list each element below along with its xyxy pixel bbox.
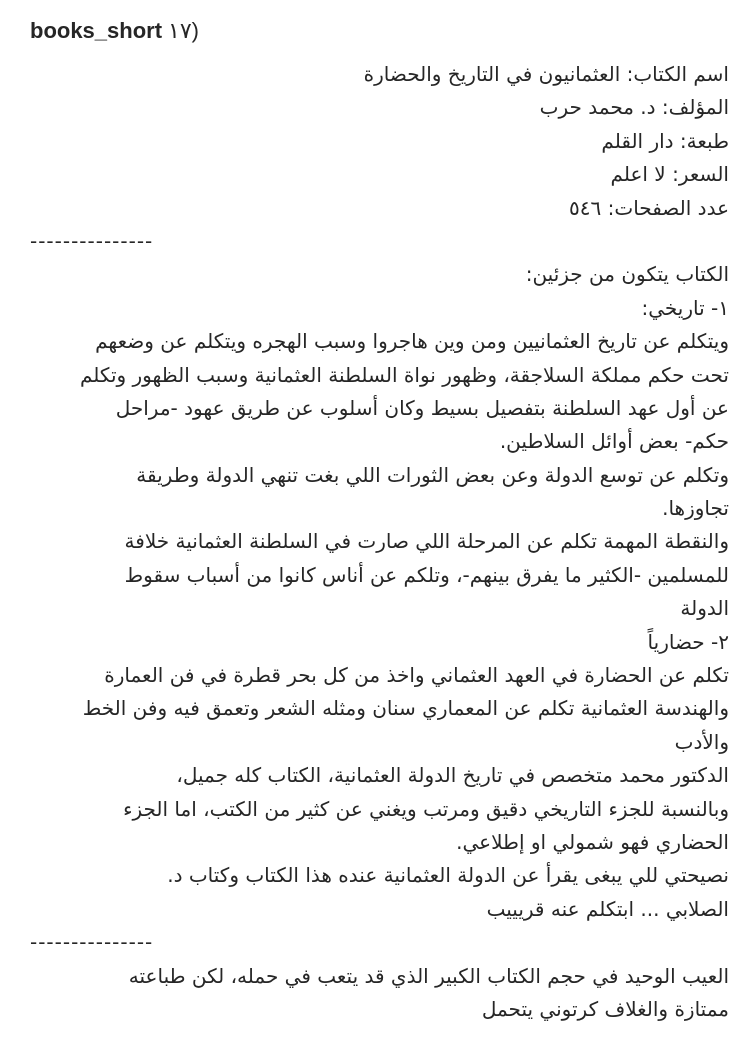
section-heading: ٢- حضارياً bbox=[647, 629, 729, 654]
caption-line: والأدب bbox=[674, 729, 729, 754]
post-header bbox=[30, 18, 199, 52]
caption-line: الدكتور محمد متخصص في تاريخ الدولة العثمانية، الكتاب كله جميل، bbox=[176, 763, 729, 788]
section-heading: ١- تاريخي: bbox=[641, 295, 729, 320]
username[interactable]: books_short bbox=[30, 18, 163, 43]
divider: --------------- bbox=[30, 228, 154, 253]
caption-line: عن أول عهد السلطنة بتفصيل بسيط وكان أسلوب عن طريق عهود -مراحل bbox=[115, 395, 729, 420]
caption-line: نصيحتي للي يبغى يقرأ عن الدولة العثمانية عنده هذا الكتاب وكتاب د. bbox=[167, 863, 729, 888]
caption-line: العيب الوحيد في حجم الكتاب الكبير الذي قد يتعب في حمله، لكن طباعته bbox=[128, 963, 729, 988]
author-line: المؤلف: د. محمد حرب bbox=[539, 95, 729, 120]
caption-line: ويتكلم عن تاريخ العثمانيين ومن وين هاجروا وسبب الهجره ويتكلم عن وضعهم bbox=[95, 329, 729, 354]
caption-line: الدولة bbox=[680, 596, 729, 621]
post-caption bbox=[22, 58, 729, 1026]
caption-line: والنقطة المهمة تكلم عن المرحلة اللي صارت في السلطنة العثمانية خلافة bbox=[124, 529, 729, 554]
caption-line: والهندسة العثمانية تكلم عن المعماري سنان ومثله الشعر وتعمق فيه وفن الخط bbox=[82, 696, 729, 721]
caption-line: للمسلمين -الكثير ما يفرق بينهم-، وتلكم عن أناس كانوا من أسباب سقوط bbox=[124, 562, 729, 587]
divider: --------------- bbox=[30, 930, 154, 955]
caption-line: وبالنسبة للجزء التاريخي دقيق ومرتب ويغني عن كثير من الكتب، اما الجزء bbox=[123, 796, 729, 821]
caption-line: الحضاري فهو شمولي او إطلاعي. bbox=[456, 829, 729, 854]
pages-line: عدد الصفحات: ٥٤٦ bbox=[569, 195, 729, 220]
caption-line: ممتازة والغلاف كرتوني يتحمل bbox=[481, 996, 729, 1021]
price-line: السعر: لا اعلم bbox=[610, 162, 729, 187]
book-title-line: اسم الكتاب: العثمانيون في التاريخ والحضارة bbox=[363, 62, 729, 86]
caption-line: وتكلم عن توسع الدولة وعن بعض الثورات اللي بغت تنهي الدولة وطريقة bbox=[136, 462, 729, 487]
caption-line: تكلم عن الحضارة في العهد العثماني واخذ من كل بحر قطرة في فن العمارة bbox=[104, 663, 729, 688]
caption-line: تجاوزها. bbox=[662, 496, 729, 521]
caption-line: تحت حكم مملكة السلاجقة، وظهور نواة السلطنة العثمانية وسبب الظهور وتكلم bbox=[79, 362, 729, 387]
caption-line: حكم- بعض أوائل السلاطين. bbox=[499, 429, 729, 454]
publisher-line: طبعة: دار القلم bbox=[601, 128, 729, 153]
caption-line: الكتاب يتكون من جزئين: bbox=[525, 262, 729, 287]
caption-number: ١٧) bbox=[168, 18, 199, 43]
caption-line: الصلابي ... ابتكلم عنه قريييب bbox=[486, 896, 729, 921]
